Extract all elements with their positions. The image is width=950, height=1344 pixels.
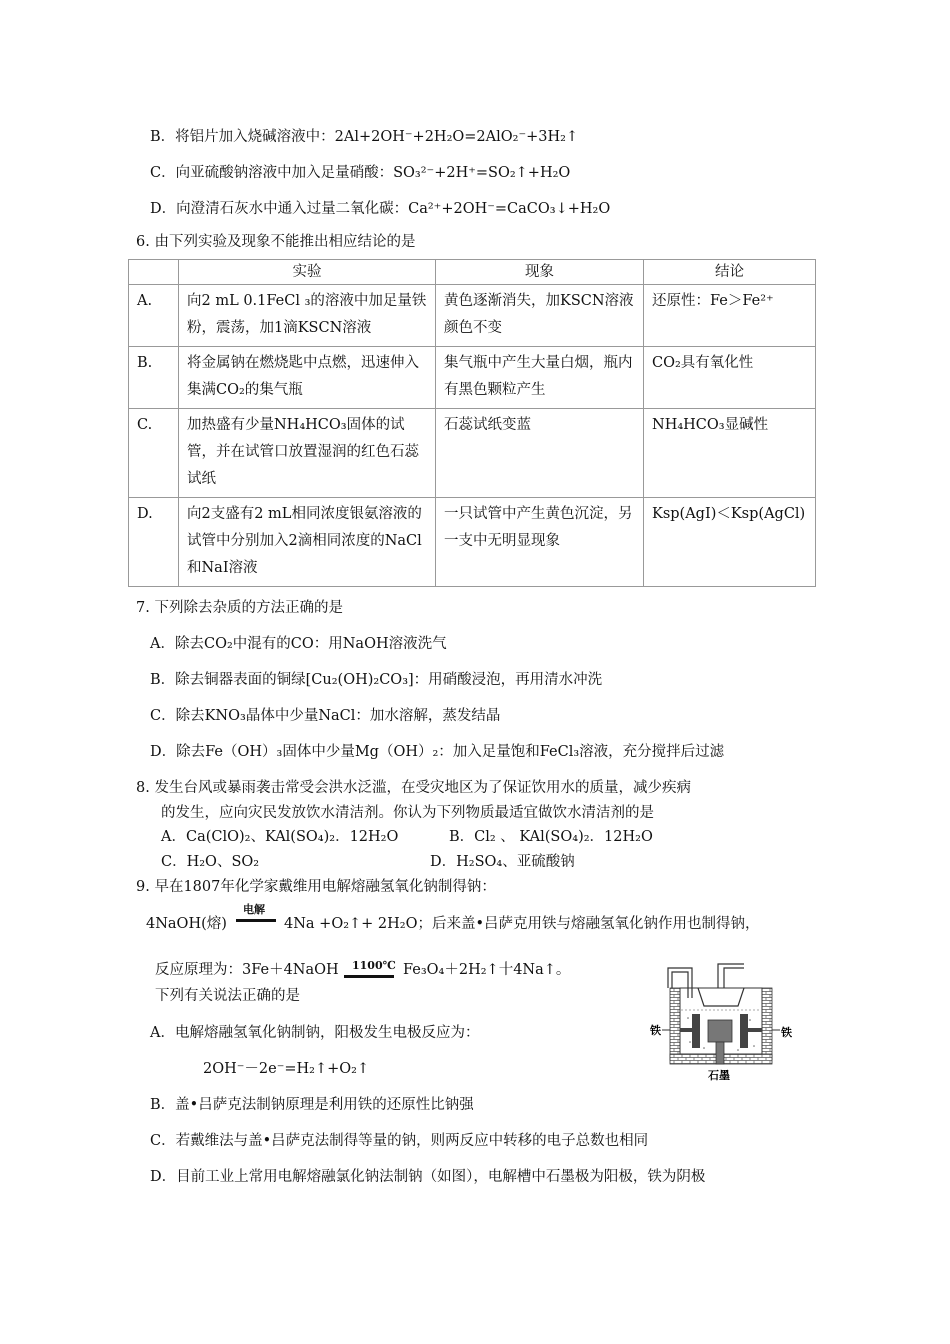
phenomenon-cell: 石蕊试纸变蓝 (436, 409, 644, 498)
q5-option-b: B．将铝片加入烧碱溶液中：2Al+2OH⁻+2H₂O=2AlO₂⁻+3H₂↑ (150, 129, 579, 145)
q9-equation1-left: 4NaOH(熔) (146, 916, 227, 932)
q9-option-b: B．盖•吕萨克法制钠原理是利用铁的还原性比钠强 (150, 1097, 474, 1113)
electrolysis-condition: 电解 (243, 903, 265, 916)
reaction-arrow (236, 919, 276, 922)
table-row (129, 498, 816, 587)
phenomenon-cell: 一只试管中产生黄色沉淀，另一支中无明显现象 (436, 498, 644, 587)
q9-equation1-right: 4Na +O₂↑+ 2H₂O；后来盖•吕萨克用铁与熔融氢氧化钠作用也制得钠， (284, 916, 760, 932)
q7-option-b: B．除去铜器表面的铜绿[Cu₂(OH)₂CO₃]：用硝酸浸泡，再用清水冲洗 (150, 672, 603, 688)
q8-stem-line1: 8. 发生台风或暴雨袭击常受会洪水泛滥，在受灾地区为了保证饮用水的质量，减少疾病 (136, 780, 691, 796)
q7-stem: 7. 下列除去杂质的方法正确的是 (136, 600, 343, 616)
q7-option-a: A．除去CO₂中混有的CO：用NaOH溶液洗气 (150, 636, 447, 652)
q7-option-c: C．除去KNO₃晶体中少量NaCl：加水溶解，蒸发结晶 (150, 708, 501, 724)
q9-option-a: A．电解熔融氢氧化钠制钠，阳极发生电极反应为： (150, 1025, 480, 1041)
header-cell: 现象 (436, 260, 644, 285)
option-cell: C. (129, 409, 179, 498)
table-row (129, 347, 816, 409)
experiment-cell: 加热盛有少量NH₄HCO₃固体的试管，并在试管口放置湿润的红色石蕊试纸 (179, 409, 436, 498)
q8-stem-line2: 的发生，应向灾民发放饮水清洁剂。你认为下列物质最适宜做饮水清洁剂的是 (161, 805, 654, 821)
reaction-arrow (344, 975, 394, 978)
conclusion-cell: Ksp(AgI)＜Ksp(AgCl) (644, 498, 816, 587)
cell-drawing (648, 958, 793, 1083)
conclusion-cell: NH₄HCO₃显碱性 (644, 409, 816, 498)
option-cell: B. (129, 347, 179, 409)
q9-option-a-equation: 2OH⁻－2e⁻=H₂↑+O₂↑ (203, 1061, 370, 1077)
q9-stem: 9. 早在1807年化学家戴维用电解熔融氢氧化钠制得钠： (136, 879, 496, 895)
q7-option-d: D．除去Fe（OH）₃固体中少量Mg（OH）₂：加入足量饱和FeCl₃溶液，充分搅拌后过滤 (150, 744, 725, 760)
q8-option-c: C．H₂O、SO₂ (161, 854, 260, 870)
q6-stem: 6. 由下列实验及现象不能推出相应结论的是 (136, 234, 416, 250)
header-cell: 实验 (179, 260, 436, 285)
conclusion-cell: 还原性：Fe＞Fe²⁺ (644, 285, 816, 347)
option-cell: D. (129, 498, 179, 587)
q9-option-c: C．若戴维法与盖•吕萨克法制得等量的钠，则两反应中转移的电子总数也相同 (150, 1133, 649, 1149)
q8-option-d: D．H₂SO₄、亚硫酸钠 (430, 854, 575, 870)
experiment-cell: 将金属钠在燃烧匙中点燃，迅速伸入集满CO₂的集气瓶 (179, 347, 436, 409)
electrolytic-cell-diagram (648, 958, 793, 1083)
table-header-row (129, 260, 816, 285)
temperature-condition: 1100℃ (352, 959, 396, 972)
q9-option-d: D．目前工业上常用电解熔融氯化钠法制钠（如图），电解槽中石墨极为阳极，铁为阴极 (150, 1169, 706, 1185)
phenomenon-cell: 集气瓶中产生大量白烟，瓶内有黑色颗粒产生 (436, 347, 644, 409)
q8-option-b: B．Cl₂ 、 KAl(SO₄)₂．12H₂O (449, 829, 653, 845)
graphite-label: 石墨 (708, 1069, 730, 1082)
table-row (129, 409, 816, 498)
conclusion-cell: CO₂具有氧化性 (644, 347, 816, 409)
table-row (129, 285, 816, 347)
q6-table (128, 259, 816, 587)
header-cell (129, 260, 179, 285)
q9-equation2-right: Fe₃O₄＋2H₂↑十4Na↑。 (403, 962, 571, 978)
phenomenon-cell: 黄色逐渐消失，加KSCN溶液颜色不变 (436, 285, 644, 347)
q9-question: 下列有关说法正确的是 (155, 988, 300, 1004)
experiment-cell: 向2 mL 0.1FeCl ₃的溶液中加足量铁粉，震荡，加1滴KSCN溶液 (179, 285, 436, 347)
q9-equation2-left: 反应原理为：3Fe＋4NaOH (155, 962, 339, 978)
experiment-cell: 向2支盛有2 mL相同浓度银氨溶液的试管中分别加入2滴相同浓度的NaCl和NaI溶液 (179, 498, 436, 587)
iron-label-right: 铁 (781, 1026, 792, 1039)
q8-option-a: A．Ca(ClO)₂、KAl(SO₄)₂．12H₂O (161, 829, 399, 845)
q5-option-c: C．向亚硫酸钠溶液中加入足量硝酸：SO₃²⁻+2H⁺=SO₂↑+H₂O (150, 165, 571, 181)
option-cell: A. (129, 285, 179, 347)
q5-option-d: D．向澄清石灰水中通入过量二氧化碳：Ca²⁺+2OH⁻=CaCO₃↓+H₂O (150, 201, 611, 217)
iron-label-left: 铁 (650, 1024, 661, 1037)
header-cell: 结论 (644, 260, 816, 285)
